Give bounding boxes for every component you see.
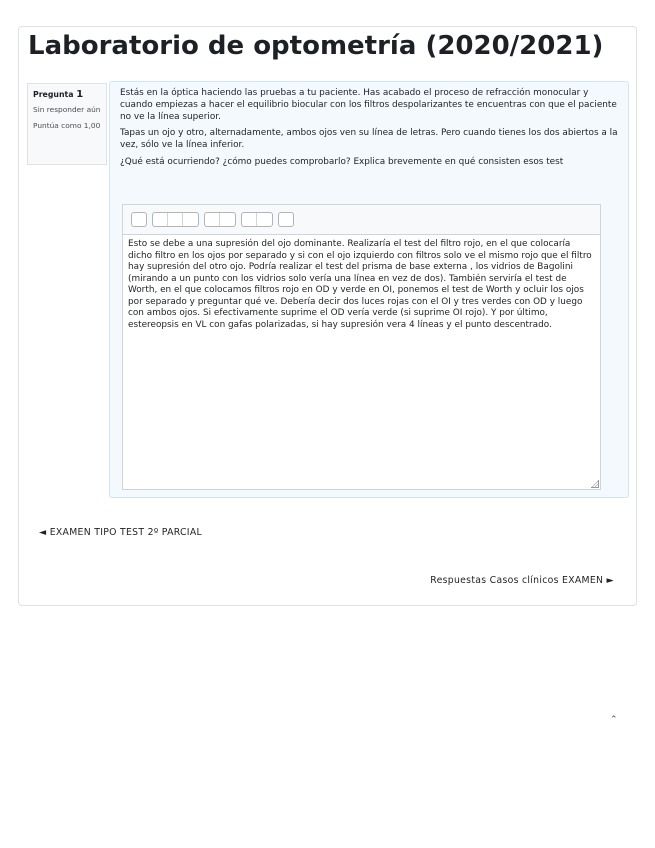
page-title: Laboratorio de optometría (2020/2021) xyxy=(28,31,604,61)
question-state: Sin responder aún xyxy=(33,104,101,114)
question-label: Pregunta xyxy=(33,90,74,99)
question-number xyxy=(33,88,101,103)
answer-text-area[interactable]: Esto se debe a una supresión del ojo dominante. Realizaría el test del filtro rojo, en el que colocaría dicho filtro en los ojos por separado y si con el ojo izquierdo con filtros solo ve el mismo rojo que el filtro hay supresión del otro ojo. Podría realizar el test del prisma de base externa , los vidrios de Bagolini (mirando a un punto con los vidrios solo vería una línea en vez de dos). También serviría el test de Worth, en el que colocamos filtros rojo en OD y verde en OI, ponemos el test de Worth y ocluir los ojos por separado y preguntar qué ve. Debería decir dos luces rojas con el OI y tres verdes con OD y luego con ambos ojos. Si efectivamente suprime el OD vería verde (si suprime OI rojo). Y por último, estereopsis en VL con gafas polarizadas, si hay supresión vera 4 líneas y el punto descentrado. xyxy=(128,239,592,331)
question-text-3: ¿Qué está ocurriendo? ¿cómo puedes comprobarlo? Explica brevemente en qué consisten esos test xyxy=(120,156,564,167)
question-text-1: Estás en la óptica haciendo las pruebas a tu paciente. Has acabado el proceso de refracción monocular y cuando empiezas a hacer el equilibrio biocular con los filtros despolarizantes te encuentras con que el paciente no ve la línea superior. xyxy=(120,88,617,122)
editor-toolbar xyxy=(123,205,600,235)
question-content xyxy=(109,81,629,498)
toolbar-format-group[interactable] xyxy=(152,212,199,227)
question-grade: Puntúa como 1,00 xyxy=(33,121,101,131)
toolbar-list-group[interactable] xyxy=(204,212,236,227)
main-region xyxy=(18,26,637,606)
toolbar-media-button[interactable] xyxy=(278,212,294,227)
toolbar-collapse-button[interactable] xyxy=(131,212,147,227)
previous-activity-link[interactable]: ◄ EXAMEN TIPO TEST 2º PARCIAL xyxy=(39,527,202,538)
question-info xyxy=(27,83,107,165)
back-to-top-icon[interactable]: ⌃ xyxy=(610,715,618,725)
answer-editor[interactable] xyxy=(122,204,601,490)
resize-handle-icon[interactable] xyxy=(591,480,599,488)
question-number-value: 1 xyxy=(76,89,84,100)
toolbar-link-group[interactable] xyxy=(241,212,273,227)
question-text-2: Tapas un ojo y otro, alternadamente, ambos ojos ven su línea de letras. Pero cuando tienes los dos abiertos a la vez, sólo ve la línea inferior. xyxy=(120,128,618,150)
next-activity-link[interactable]: Respuestas Casos clínicos EXAMEN ► xyxy=(430,575,614,586)
